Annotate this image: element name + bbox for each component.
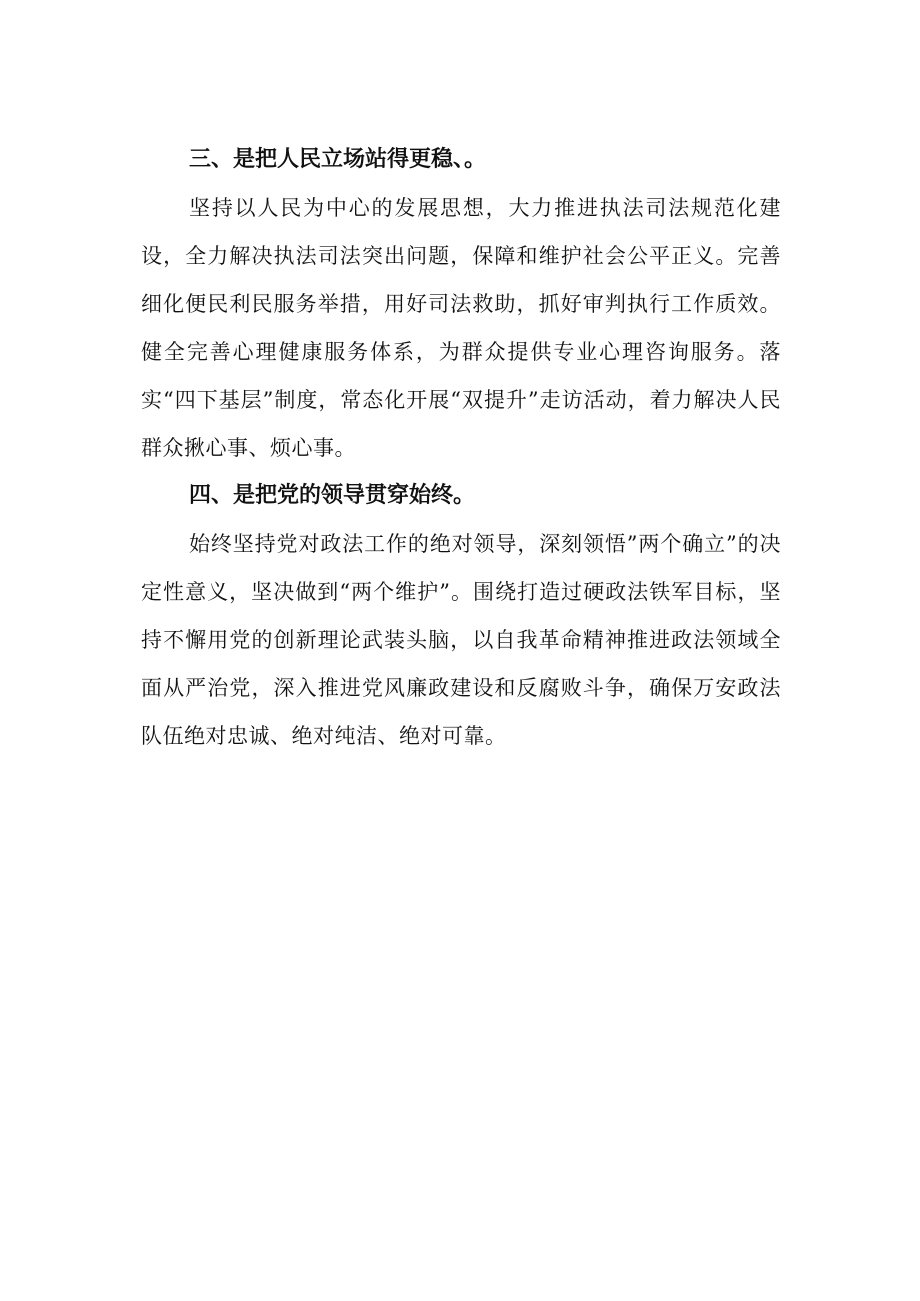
section-paragraph: 始终坚持党对政法工作的绝对领导，深刻领悟”两个确立”的决定性意义，坚决做到“两个维护”。围绕打造过硬政法铁军目标，坚持不懈用党的创新理论武装头脑，以自我革命精神推进政法领域全面从严治党，深入推进党风廉政建设和反腐败斗争，确保万安政法队伍绝对忠诚、绝对纯洁、绝对可靠。 [141,532,781,748]
section-heading: 四、是把党的领导贯穿始终。 [189,483,476,508]
section-four [141,472,781,760]
section-three [141,136,781,472]
section-paragraph: 坚持以人民为中心的发展思想，大力推进执法司法规范化建设，全力解决执法司法突出问题，保障和维护社会公平正义。完善细化便民利民服务举措，用好司法救助，抓好审判执行工作质效。健全完善心理健康服务体系，为群众提供专业心理咨询服务。落实“四下基层”制度，常态化开展“双提升”走访活动，着力解决人民群众揪心事、烦心事。 [141,196,781,460]
section-heading: 三、是把人民立场站得更稳、。 [189,147,487,172]
document-page [141,136,781,760]
